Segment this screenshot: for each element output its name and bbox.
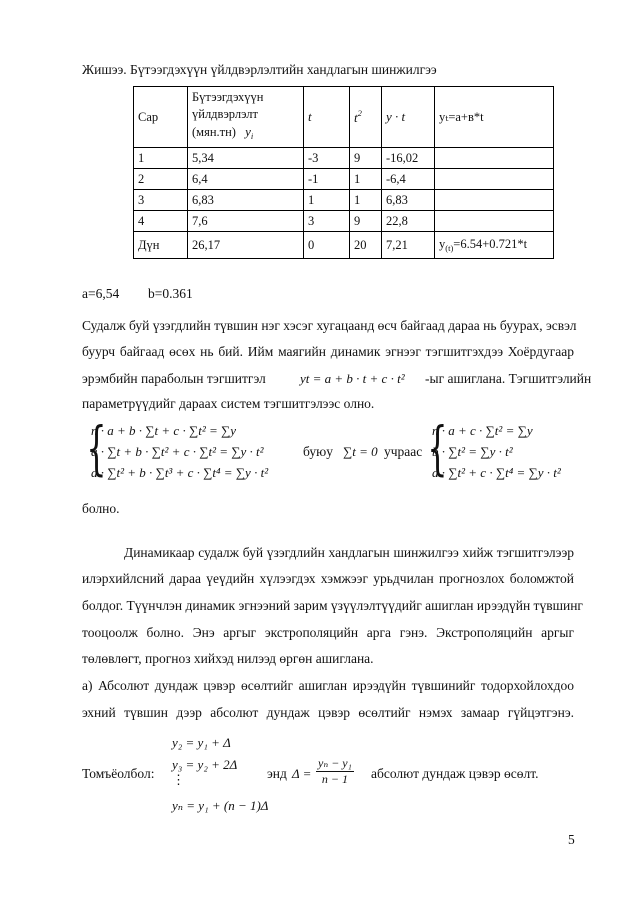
cell-yt: -6,4 [382, 169, 435, 190]
cell-trend [435, 190, 554, 211]
page-number: 5 [568, 832, 575, 847]
system-left-eq2: a · ∑t + b · ∑t² + c · ∑t² = ∑y · t² [91, 444, 264, 459]
table-total-row [134, 232, 554, 259]
delta-denominator: n − 1 [321, 772, 348, 786]
cell-y: 6,4 [188, 169, 304, 190]
system-middle-condition: ∑t = 0 [343, 444, 378, 459]
header-t: t [304, 87, 350, 148]
system-left-eq3: a · ∑t² + b · ∑t³ + c · ∑t⁴ = ∑y · t² [91, 465, 269, 480]
cell-t: 3 [304, 211, 350, 232]
system-middle-suffix: учраас [384, 444, 423, 459]
header-year: Сар [134, 87, 188, 148]
cell-n: 4 [134, 211, 188, 232]
cell-trend [435, 211, 554, 232]
paragraph2-line5: төлөвлөгт, прогноз хийхэд нилээд өргөн ашиглана. [82, 651, 374, 666]
system-right-eq1: n · a + c · ∑t² = ∑y [432, 423, 533, 438]
paragraph3-line1: а) Абсолют дундаж цэвэр өсөлтийг ашиглан ирээдүйн түвшинийг тодорхойлохдоо [82, 678, 574, 693]
header-trend: yₜ=а+в*t [435, 87, 554, 148]
cell-yt: 6,83 [382, 190, 435, 211]
cell-t: 1 [304, 190, 350, 211]
total-y: 26,17 [188, 232, 304, 259]
formula-yn: yₙ = y₁ + (n − 1)Δ [172, 798, 269, 813]
cell-t: -3 [304, 148, 350, 169]
paragraph2-line3: болдог. Түүнчлэн динамик эгнээний зарим үзүүлэлтүүдийг ашиглан ирээдүйн түвшинг [82, 598, 583, 613]
cell-t2: 1 [350, 190, 382, 211]
cell-n: 1 [134, 148, 188, 169]
bolno-text: болно. [82, 501, 120, 516]
system-left-eq1: n · a + b · ∑t + c · ∑t² = ∑y [91, 423, 237, 438]
table-header-row [134, 87, 554, 148]
paragraph1-line3b: -ыг ашиглана. Тэгшитгэлийн [425, 371, 592, 386]
table-row [134, 148, 554, 169]
cell-n: 3 [134, 190, 188, 211]
formulas-label: Томъёолбол: [82, 766, 155, 781]
total-t2: 20 [350, 232, 382, 259]
paragraph2-line2: илэрхийлсний дараа үеүдийн хүлээгдэх хэмжээг урьдчилан прогнозлох боломжтой [82, 571, 574, 586]
cell-y: 6,83 [188, 190, 304, 211]
header-production [188, 87, 304, 148]
cell-y: 5,34 [188, 148, 304, 169]
total-label: Дүн [134, 232, 188, 259]
formula-dots: ⋮ [172, 772, 185, 787]
cell-trend [435, 148, 554, 169]
coefficient-a: a=6,54 [82, 286, 120, 301]
table-row [134, 169, 554, 190]
header-t2: $t^2$ [350, 87, 382, 148]
paragraph2-line4: тооцоолж болно. Энэ аргыг экстрополяцийн арга гэнэ. Экстрополяцийн аргыг [82, 625, 574, 640]
right-brace: { [427, 414, 448, 482]
system-right-eq2: b · ∑t² = ∑y · t² [432, 444, 513, 459]
paragraph2-line1: Динамикаар судалж буй үзэгдлийн хандлагын шинжилгээ хийж тэгшитгэлээр [124, 545, 574, 560]
delta-fraction [316, 756, 354, 787]
production-table [133, 86, 554, 259]
paragraph1-line3a: эрэмбийн параболын тэгшитгэл [82, 371, 266, 386]
paragraph1-line4: параметрүүдийг дараах систем тэгшитгэлээс олно. [82, 396, 375, 411]
paragraph1-line2: буурч байгаад өсөх нь бий. Ийм маягийн динамик эгнээг тэгшитгэхдээ Хоёрдугаар [82, 344, 574, 359]
header-production-line1: Бүтээгдэхүүн [192, 90, 264, 104]
cell-n: 2 [134, 169, 188, 190]
system-right-eq3: a · ∑t² + c · ∑t⁴ = ∑y · t² [432, 465, 561, 480]
total-yt: 7,21 [382, 232, 435, 259]
table-row [134, 211, 554, 232]
formula-y3: y₃ = y₂ + 2Δ [172, 757, 238, 772]
cell-yt: -16,02 [382, 148, 435, 169]
cell-trend [435, 169, 554, 190]
cell-t2: 9 [350, 148, 382, 169]
example-heading: Жишээ. Бүтээгдэхүүн үйлдвэрлэлтийн хандлагын шинжилгээ [82, 62, 437, 77]
paragraph1-line1: Судалж буй үзэгдлийн түвшин нэг хэсэг хугацаанд өсч байгаад дараа нь буурах, эсвэл [82, 318, 577, 333]
header-yt: y · t [382, 87, 435, 148]
left-brace: { [86, 414, 107, 482]
system-middle-prefix: буюу [303, 444, 333, 459]
total-t: 0 [304, 232, 350, 259]
cell-t: -1 [304, 169, 350, 190]
header-production-line2: үйлдвэрлэлт [192, 107, 258, 121]
delta-numerator: yₙ − y₁ [318, 756, 352, 770]
cell-y: 7,6 [188, 211, 304, 232]
header-production-line3: (мян.тн) [192, 125, 236, 139]
total-trend: $y_{(t)}=6.54+0.721*t$ [435, 232, 554, 259]
delta-description: абсолют дундаж цэвэр өсөлт. [371, 766, 539, 781]
coefficient-b: b=0.361 [148, 286, 193, 301]
paragraph3-line2: эхний түвшин дээр абсолют дундаж цэвэр өсөлтийг нэмэх замаар гүйцэтгэнэ. [82, 705, 574, 720]
parabola-formula: yt = a + b · t + c · t² [300, 371, 405, 386]
formula-where: энд [267, 766, 287, 781]
formula-y2: y₂ = y₁ + Δ [172, 735, 231, 750]
cell-yt: 22,8 [382, 211, 435, 232]
header-production-symbol: $y_i$ [245, 124, 254, 141]
cell-t2: 1 [350, 169, 382, 190]
formula-delta: Δ = [292, 766, 312, 781]
table-row [134, 190, 554, 211]
cell-t2: 9 [350, 211, 382, 232]
